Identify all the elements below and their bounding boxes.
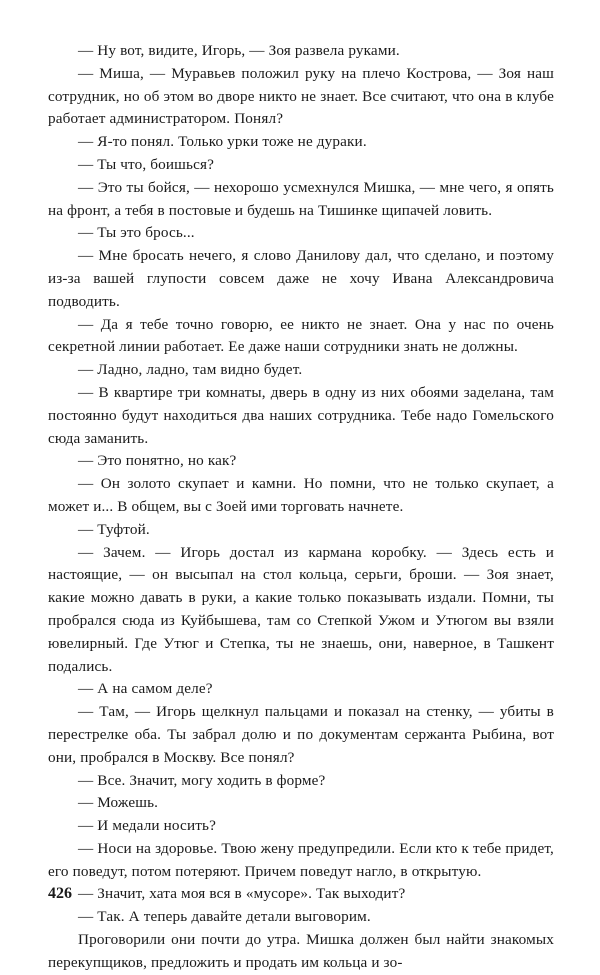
paragraph: — Значит, хата моя вся в «мусоре». Так выходит? bbox=[78, 885, 406, 903]
paragraph: — Мне бросать нечего, я слово Данилову дал, что сделано, и поэтому из-за вашей глупости совсем даже не хочу Ивана Александровича подводить. bbox=[48, 247, 554, 310]
book-page bbox=[48, 40, 554, 975]
paragraph: — Ладно, ладно, там видно будет. bbox=[78, 361, 303, 379]
page-number: 426 bbox=[48, 885, 72, 902]
paragraph: — Ты это брось... bbox=[78, 224, 195, 242]
paragraph: — Это ты бойся, — нехорошо усмехнулся Мишка, — мне чего, я опять на фронт, а тебя в постовые и будешь на Тишинке щипачей ловить. bbox=[48, 178, 554, 219]
paragraph: — В квартире три комнаты, дверь в одну из них обоями заделана, там постоянно будут находиться два наших сотрудника. Тебе надо Гомельского сюда заманить. bbox=[48, 383, 554, 447]
paragraph: Проговорили они почти до утра. Мишка должен был найти знакомых перекупщиков, предложить и продать им кольца и зо- bbox=[48, 931, 554, 971]
paragraph: — Так. А теперь давайте детали выговорим. bbox=[78, 908, 371, 926]
paragraph: — Ты что, боишься? bbox=[78, 155, 215, 173]
paragraph: — Можешь. bbox=[78, 794, 159, 812]
paragraph: — Я-то понял. Только урки тоже не дураки. bbox=[78, 133, 367, 151]
paragraph: — Миша, — Муравьев положил руку на плечо Кострова, — Зоя наш сотрудник, но об этом во дворе никто не знает. Все считают, что она в клубе работает администратором. Понял? bbox=[48, 64, 554, 128]
paragraph: — А на самом деле? bbox=[78, 680, 213, 698]
paragraph: — Да я тебе точно говорю, ее никто не знает. Она у нас по очень секретной линии работает. Ее даже наши сотрудники знать не должны. bbox=[48, 315, 554, 356]
paragraph: — Ну вот, видите, Игорь, — Зоя развела руками. bbox=[78, 42, 400, 59]
paragraph: — Зачем. — Игорь достал из кармана коробку. — Здесь есть и настоящие, — он высыпал на стол кольца, серьги, броши. — Зоя знает, какие можно давать в руки, а какие только показывать издали. Помни, ты пробрался сюда из Куйбышева, там со Степкой Ужом и Утюгом вы взяли ювелирный. Где Утюг и Степка, ты не знаешь, они, наверное, в Ташкент подались. bbox=[48, 543, 554, 675]
paragraph: — Там, — Игорь щелкнул пальцами и показал на стенку, — убиты в перестрелке оба. Ты забрал долю и по документам сержанта Рыбина, вот они, пробрался в Москву. Все понял? bbox=[48, 703, 554, 766]
paragraph: — Все. Значит, могу ходить в форме? bbox=[78, 771, 326, 789]
paragraph: — Это понятно, но как? bbox=[78, 452, 237, 470]
paragraph: — Туфтой. bbox=[78, 520, 150, 538]
paragraph: — Носи на здоровье. Твою жену предупредили. Если кто к тебе придет, его поведут, потом потеряют. Причем поведут нагло, в открытую. bbox=[48, 839, 554, 880]
paragraph: — И медали носить? bbox=[78, 817, 216, 835]
paragraph: — Он золото скупает и камни. Но помни, что не только скупает, а может и... В общем, вы с Зоей ими торговать начнете. bbox=[48, 475, 554, 515]
